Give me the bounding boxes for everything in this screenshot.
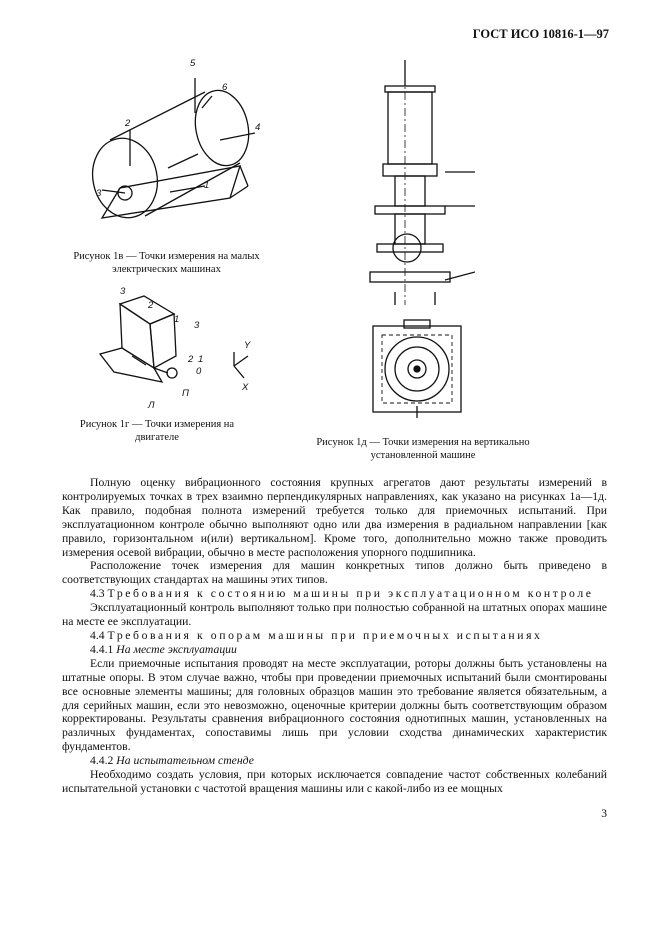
paragraph: Эксплуатационный контроль выполняют только при полностью собранной на штатных опорах машине на месте ее эксплуатации. — [62, 601, 607, 629]
figure-1d-plan-view — [368, 318, 468, 418]
paragraph: Если приемочные испытания проводят на месте эксплуатации, роторы должны быть установлены на штатные опоры. В этом случае важно, чтобы при проведении приемочных испытаний были смонтированы все основные элементы машины; для головных образцов машин это требование является обязательным, а для серийных машин, если это невозможно, оценочные критерии должны быть соответствующим образом корректированы. Результаты сравнения вибрационного состояния однотипных машин, установленных на различных фундаментах, сопоставимы лишь при условии сходства динамических характеристик фундаментов. — [62, 656, 607, 754]
fig1g-label: 2 — [148, 300, 154, 311]
section-title: Требования к состоянию машины при эксплуатационном контроле — [107, 587, 594, 601]
section-heading-4-4-2 — [62, 754, 607, 768]
section-number: 4.4.2 — [90, 754, 114, 768]
paragraph: Необходимо создать условия, при которых исключается совпадение частот собственных колебаний испытательной установки с частотой вращения машины или с какой-либо из ее мощных — [62, 768, 607, 795]
standard-header: ГОСТ ИСО 10816-1—97 — [472, 27, 609, 41]
fig1v-label: 4 — [255, 122, 261, 133]
section-title: На испытательном стенде — [116, 754, 254, 768]
fig1g-label: 3 — [194, 320, 200, 331]
fig1g-label: Л — [148, 400, 155, 411]
section-number: 4.3 — [90, 587, 105, 601]
section-heading-4-3 — [62, 587, 607, 601]
fig1g-label: 0 — [196, 366, 202, 377]
document-body — [62, 476, 607, 796]
figure-1g-caption: Рисунок 1г — Точки измерения на двигателе — [79, 419, 235, 443]
section-title: Требования к опорам машины при приемочных испытаниях — [107, 628, 543, 642]
fig1g-label: 3 — [120, 286, 126, 297]
fig1g-label: П — [182, 388, 189, 399]
page-number: 3 — [601, 808, 607, 820]
figure-1d-caption: Рисунок 1д — Точки измерения на вертикально установленной машине — [316, 437, 530, 461]
paragraph: Полную оценку вибрационного состояния крупных агрегатов дают результаты измерений в контролируемых точках в трех взаимно перпендикулярных направлениях, как указано на рисунках 1а—1д. Как правило, подобная полнота измерений требуется только для приемочных испытаний. При эксплуатационном контроле обычно выполняют одно или два измерения в радиальном направлении [как правило, горизонтальном и(или) вертикальном]. Кроме того, дополнительно можно также проводить измерения осевой вибрации, обычно в месте расположения упорного подшипника. — [62, 476, 607, 559]
section-number: 4.4.1 — [90, 642, 114, 656]
section-heading-4-4-1 — [62, 643, 607, 657]
fig1g-label: X — [242, 382, 249, 393]
figure-1v-drawing — [80, 58, 280, 238]
fig1v-label: 6 — [222, 82, 228, 93]
figure-1v-caption: Рисунок 1в — Точки измерения на малых электрических машинах — [73, 251, 260, 275]
fig1g-label: 1 — [174, 314, 180, 325]
fig1v-label: 1 — [204, 180, 210, 191]
figure-1g-drawing — [92, 286, 252, 411]
fig1g-label: 1 — [198, 354, 204, 365]
fig1g-label: 2 — [188, 354, 194, 365]
figure-1d-drawing — [355, 60, 475, 305]
fig1v-label: 5 — [190, 58, 196, 69]
fig1v-label: 3 — [96, 188, 102, 199]
fig1v-label: 2 — [125, 118, 131, 129]
section-number: 4.4 — [90, 628, 105, 642]
paragraph: Расположение точек измерения для машин конкретных типов должно быть приведено в соответствующих стандартах на машины этих типов. — [62, 559, 607, 587]
section-title: На месте эксплуатации — [116, 642, 237, 656]
fig1g-label: Y — [244, 340, 251, 351]
section-heading-4-4 — [62, 629, 607, 643]
